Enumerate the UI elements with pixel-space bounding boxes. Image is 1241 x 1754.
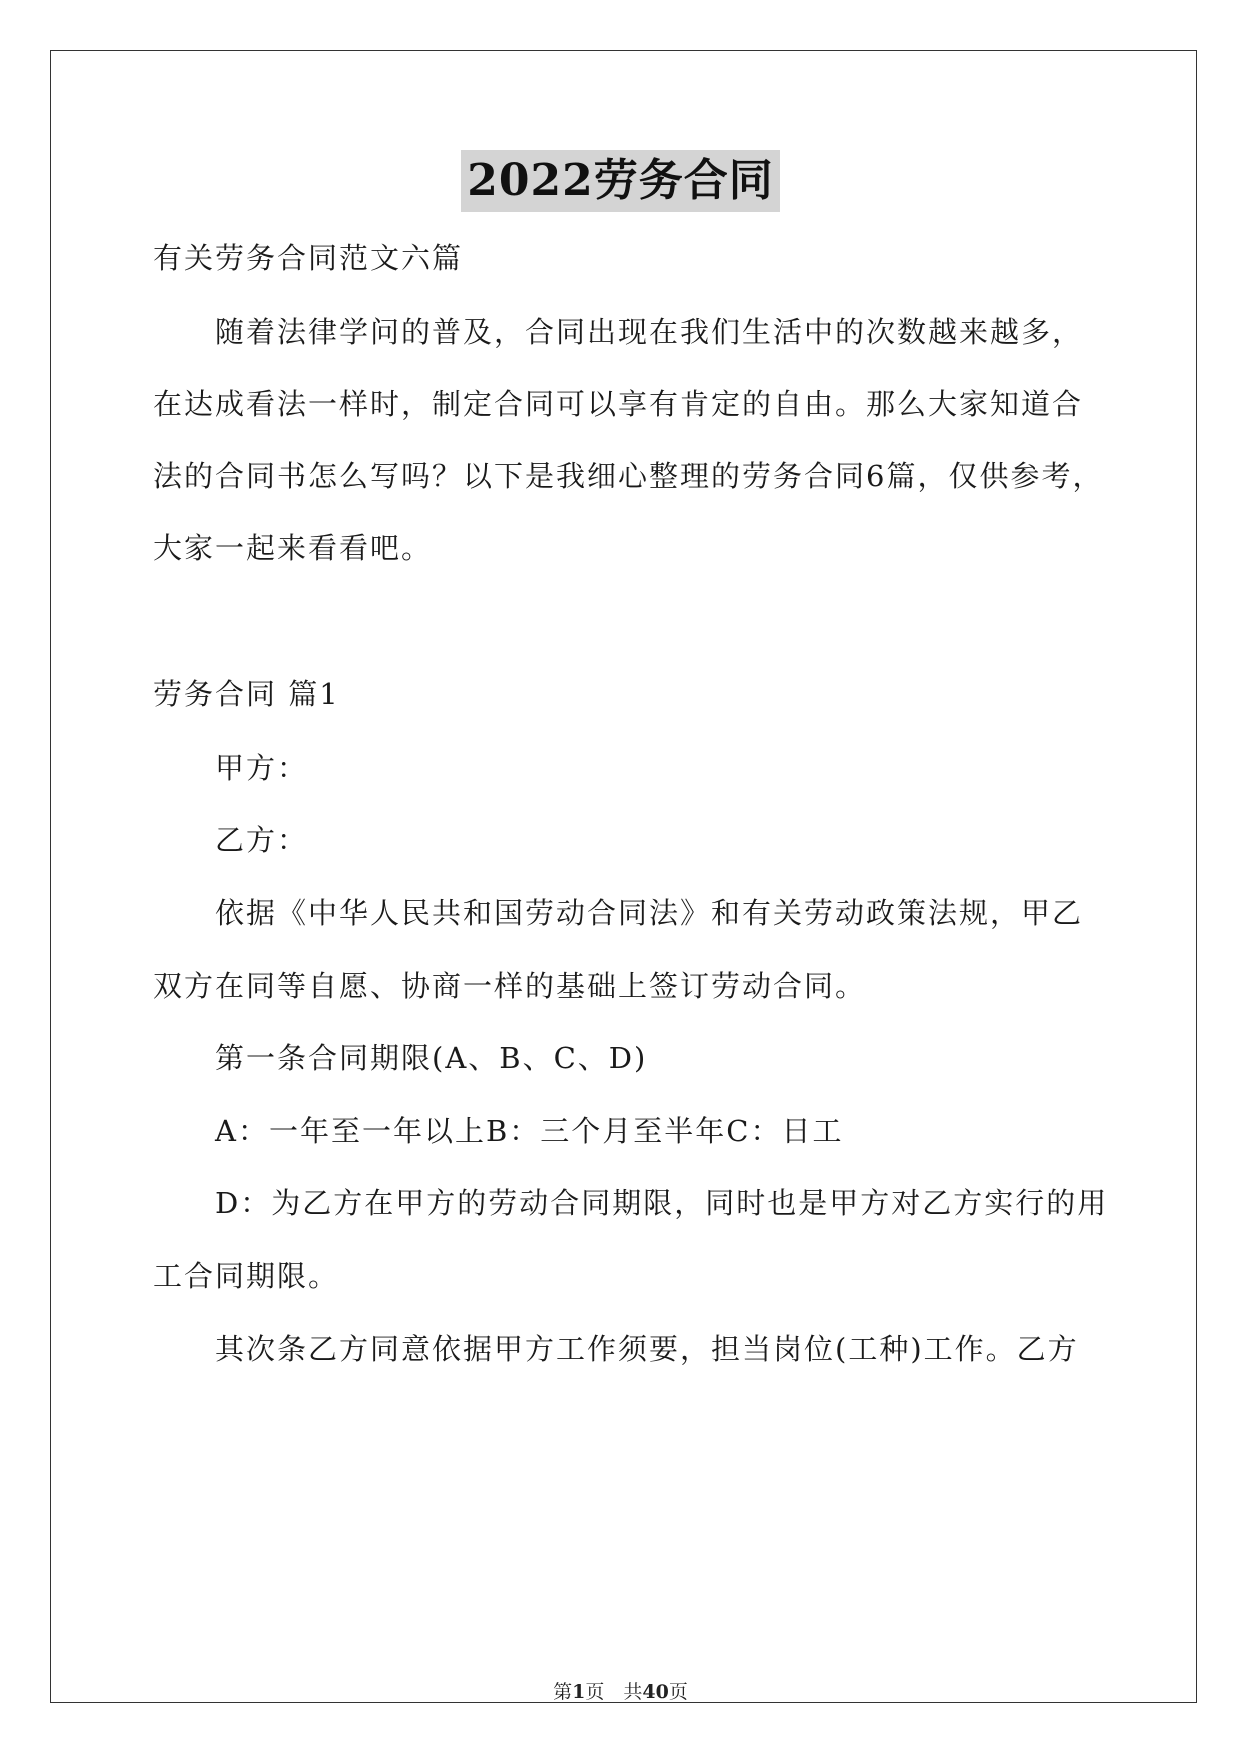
party-b-label: 乙方：: [215, 823, 309, 857]
paragraph-line: 依据《中华人民共和国劳动合同法》和有关劳动政策法规，甲乙: [215, 896, 1084, 930]
subtitle: 有关劳务合同范文六篇: [153, 241, 464, 275]
footer-suffix: 页: [668, 1681, 688, 1703]
page-border: [50, 50, 1197, 1703]
paragraph-line: A：一年至一年以上B：三个月至半年C：日工: [215, 1114, 844, 1148]
footer-total-pages: 40: [642, 1681, 669, 1703]
section-heading: 劳务合同 篇1: [153, 677, 340, 711]
paragraph-line: 工合同期限。: [153, 1259, 340, 1293]
paragraph-line: D：为乙方在甲方的劳动合同期限，同时也是甲方对乙方实行的用: [215, 1186, 1109, 1220]
paragraph-line: 随着法律学问的普及，合同出现在我们生活中的次数越来越多，: [215, 315, 1084, 349]
paragraph-line: 大家一起来看看吧。: [153, 531, 433, 565]
paragraph-line: 在达成看法一样时，制定合同可以享有肯定的自由。那么大家知道合: [153, 387, 1084, 421]
footer-prefix: 第: [553, 1681, 573, 1703]
paragraph-line: 双方在同等自愿、协商一样的基础上签订劳动合同。: [153, 969, 867, 1003]
party-a-label: 甲方：: [215, 751, 309, 785]
paragraph-line: 其次条乙方同意依据甲方工作须要，担当岗位(工种)工作。乙方: [215, 1332, 1079, 1366]
page-footer: [0, 1677, 1241, 1704]
footer-page-number: 1: [572, 1681, 586, 1703]
footer-mid: 页 共: [585, 1681, 643, 1703]
title-wrap: [0, 150, 1241, 212]
clause-heading: 第一条合同期限(A、B、C、D): [215, 1041, 648, 1075]
document-title: 2022劳务合同: [461, 150, 779, 212]
paragraph-line: 法的合同书怎么写吗？以下是我细心整理的劳务合同6篇，仅供参考，: [153, 459, 1104, 493]
